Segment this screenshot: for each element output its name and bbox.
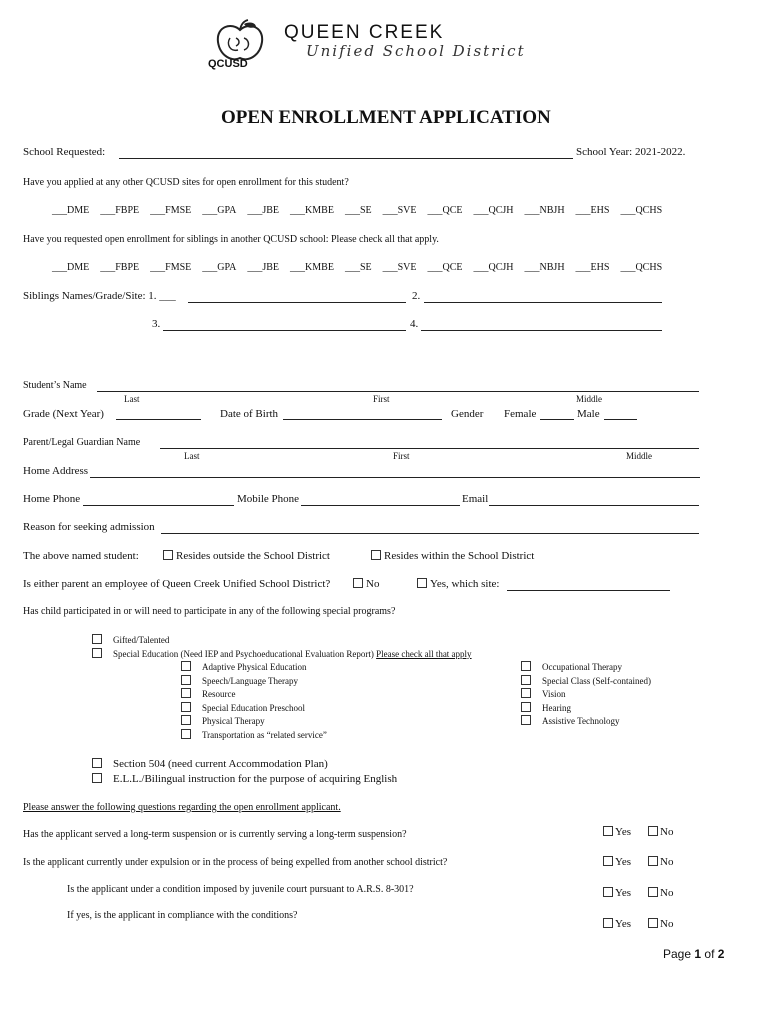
siblings-option-nbjh[interactable]: ___NBJH — [524, 262, 565, 273]
applied-option-se[interactable]: ___SE — [344, 205, 372, 216]
parent-name-field[interactable] — [160, 448, 699, 449]
sped-item-label: Adaptive Physical Education — [202, 662, 307, 672]
q3-yes-label: Yes — [615, 887, 632, 899]
sped-item-label: Hearing — [542, 702, 571, 713]
q1-no-label: No — [660, 826, 674, 838]
sped-item-speech[interactable] — [181, 675, 327, 689]
sped-item-label: Resource — [202, 689, 236, 700]
sped-item-transportation[interactable] — [181, 729, 327, 743]
parent-name-label: Parent/Legal Guardian Name — [23, 437, 141, 448]
applied-option-fmse[interactable]: ___FMSE — [150, 205, 192, 216]
sped-item-label: Special Class (Self-contained) — [542, 675, 651, 686]
home-phone-field[interactable] — [83, 505, 234, 506]
employee-yes-option[interactable] — [417, 578, 499, 590]
school-year-label: School Year: 2021-2022. — [576, 146, 686, 158]
q2-yes-option[interactable] — [603, 856, 631, 868]
siblings-option-fmse[interactable]: ___FMSE — [150, 262, 192, 273]
student-middle-caption: Middle — [576, 394, 602, 404]
q4-yes-label: Yes — [615, 918, 632, 930]
question-suspension: Has the applicant served a long-term suspension or is currently serving a long-term suspension? — [23, 829, 407, 840]
employee-site-field[interactable] — [507, 590, 670, 591]
q3-no-label: No — [660, 887, 674, 899]
email-field[interactable] — [489, 505, 699, 506]
resides-within-label: Resides within the School District — [384, 550, 535, 562]
sped-item-label: Assistive Technology — [542, 716, 620, 727]
gifted-option[interactable] — [92, 634, 169, 645]
sped-item-checkbox[interactable] — [181, 661, 191, 671]
applied-option-jbe[interactable]: ___JBE — [247, 205, 280, 216]
sped-item-checkbox[interactable] — [521, 675, 531, 685]
q4-no-label: No — [660, 918, 674, 930]
siblings-option-gpa[interactable]: ___GPA — [202, 262, 237, 273]
male-field[interactable] — [604, 419, 637, 420]
page-title: OPEN ENROLLMENT APPLICATION — [221, 107, 551, 128]
applied-option-kmbe[interactable]: ___KMBE — [290, 205, 334, 216]
sped-check-all-label: Please check all that apply — [376, 649, 472, 659]
logo-title: QUEEN CREEK — [284, 22, 445, 43]
sped-item-checkbox[interactable] — [521, 702, 531, 712]
q2-yes-checkbox[interactable] — [603, 856, 613, 866]
sped-item-checkbox[interactable] — [181, 702, 191, 712]
q3-yes-option[interactable] — [603, 887, 631, 899]
ell-option[interactable] — [92, 773, 397, 785]
sibling-3-field[interactable] — [163, 330, 406, 331]
sibling-3-label: 3. — [152, 318, 161, 330]
female-field[interactable] — [540, 419, 574, 420]
siblings-option-qchs[interactable]: ___QCHS — [620, 262, 663, 273]
gender-label: Gender — [451, 408, 484, 420]
sped-item-preschool[interactable] — [181, 702, 327, 716]
sped-item-special-class[interactable] — [521, 675, 651, 689]
sped-item-physical-therapy[interactable] — [181, 715, 327, 729]
applied-option-nbjh[interactable]: ___NBJH — [524, 205, 565, 216]
applied-options — [52, 205, 662, 216]
siblings-option-ehs[interactable]: ___EHS — [575, 262, 610, 273]
q4-yes-option[interactable] — [603, 918, 631, 930]
email-label: Email — [462, 493, 489, 505]
siblings-option-qce[interactable]: ___QCE — [427, 262, 463, 273]
student-last-caption: Last — [124, 394, 140, 404]
page-prefix: Page — [663, 947, 692, 961]
page-current: 1 — [694, 947, 702, 961]
applied-option-qce[interactable]: ___QCE — [427, 205, 463, 216]
applied-option-fbpe[interactable]: ___FBPE — [100, 205, 140, 216]
applied-option-qchs[interactable]: ___QCHS — [620, 205, 663, 216]
ell-checkbox[interactable] — [92, 773, 102, 783]
siblings-option-fbpe[interactable]: ___FBPE — [100, 262, 140, 273]
sped-item-checkbox[interactable] — [181, 729, 191, 739]
resides-outside-checkbox[interactable] — [163, 550, 173, 560]
question-juvenile-court: Is the applicant under a condition imposed by juvenile court pursuant to A.R.S. 8-301? — [67, 884, 414, 895]
q2-yes-label: Yes — [615, 856, 632, 868]
question-compliance: If yes, is the applicant in compliance with the conditions? — [67, 910, 298, 921]
sped-item-adaptive-pe[interactable] — [181, 661, 327, 675]
home-address-label: Home Address — [23, 465, 89, 477]
sibling-4-field[interactable] — [421, 330, 662, 331]
sped-item-assistive[interactable] — [521, 715, 651, 729]
resides-outside-label: Resides outside the School District — [176, 550, 330, 562]
q2-no-checkbox[interactable] — [648, 856, 658, 866]
programs-question: Has child participated in or will need to participate in any of the following special programs? — [23, 606, 396, 617]
questions-intro: Please answer the following questions regarding the open enrollment applicant. — [23, 802, 341, 813]
residence-question: The above named student: — [23, 550, 139, 562]
sped-right-list — [521, 661, 651, 729]
student-name-field[interactable] — [97, 391, 699, 392]
q1-no-option[interactable] — [648, 826, 673, 838]
page-total: 2 — [717, 947, 725, 961]
q4-yes-checkbox[interactable] — [603, 918, 613, 928]
sped-item-label: Transportation as “related service” — [202, 729, 327, 740]
q4-no-checkbox[interactable] — [648, 918, 658, 928]
page-of: of — [704, 947, 715, 961]
applied-option-qcjh[interactable]: ___QCJH — [473, 205, 514, 216]
sped-item-checkbox[interactable] — [521, 661, 531, 671]
resides-outside-option[interactable] — [163, 550, 330, 562]
siblings-options — [52, 262, 662, 273]
dob-field[interactable] — [283, 419, 442, 420]
sec504-label: Section 504 (need current Accommodation Plan) — [113, 758, 328, 770]
parent-middle-caption: Middle — [626, 451, 652, 461]
q3-yes-checkbox[interactable] — [603, 887, 613, 897]
q3-no-checkbox[interactable] — [648, 887, 658, 897]
sped-item-vision[interactable] — [521, 688, 651, 702]
employee-no-checkbox[interactable] — [353, 578, 363, 588]
q1-no-checkbox[interactable] — [648, 826, 658, 836]
grade-field[interactable] — [116, 419, 201, 420]
school-requested-field[interactable] — [119, 158, 573, 159]
employee-yes-label: Yes, which site: — [430, 578, 500, 590]
mobile-phone-field[interactable] — [301, 505, 460, 506]
reason-field[interactable] — [161, 533, 699, 534]
employee-question: Is either parent an employee of Queen Creek Unified School District? — [23, 578, 331, 590]
parent-first-caption: First — [393, 451, 410, 461]
applied-question: Have you applied at any other QCUSD sites for open enrollment for this student? — [23, 177, 349, 188]
grade-label: Grade (Next Year) — [23, 408, 104, 420]
sped-left-list — [181, 661, 327, 743]
employee-no-option[interactable] — [353, 578, 379, 590]
sped-item-checkbox[interactable] — [181, 675, 191, 685]
employee-no-label: No — [366, 578, 380, 590]
sped-item-occupational[interactable] — [521, 661, 651, 675]
sibling-2-label: 2. — [412, 290, 421, 302]
dob-label: Date of Birth — [220, 408, 279, 420]
applied-option-ehs[interactable]: ___EHS — [575, 205, 610, 216]
sped-checkbox[interactable] — [92, 648, 102, 658]
siblings-option-jbe[interactable]: ___JBE — [247, 262, 280, 273]
siblings-option-sve[interactable]: ___SVE — [382, 262, 417, 273]
q3-no-option[interactable] — [648, 887, 673, 899]
sped-item-checkbox[interactable] — [521, 688, 531, 698]
siblings-names-label: Siblings Names/Grade/Site: 1. ___ — [23, 290, 176, 302]
sped-item-label: Occupational Therapy — [542, 662, 623, 672]
gifted-label: Gifted/Talented — [113, 635, 170, 645]
sped-item-hearing[interactable] — [521, 702, 651, 716]
siblings-option-dme[interactable]: ___DME — [52, 262, 90, 273]
q1-yes-checkbox[interactable] — [603, 826, 613, 836]
q2-no-option[interactable] — [648, 856, 673, 868]
home-address-field[interactable] — [90, 477, 700, 478]
sped-item-checkbox[interactable] — [181, 715, 191, 725]
siblings-option-se[interactable]: ___SE — [344, 262, 372, 273]
female-label: Female — [504, 408, 537, 420]
district-logo — [208, 18, 578, 74]
resides-within-checkbox[interactable] — [371, 550, 381, 560]
sibling-2-field[interactable] — [424, 302, 662, 303]
sped-label: Special Education (Need IEP and Psychoeducational Evaluation Report) — [113, 649, 374, 659]
page-number — [663, 947, 724, 961]
sped-option[interactable] — [92, 648, 472, 659]
employee-yes-checkbox[interactable] — [417, 578, 427, 588]
applied-option-sve[interactable]: ___SVE — [382, 205, 417, 216]
siblings-question: Have you requested open enrollment for siblings in another QCUSD school: Please check all that apply. — [23, 234, 439, 245]
sped-item-label: Special Education Preschool — [202, 702, 305, 713]
q4-no-option[interactable] — [648, 918, 673, 930]
school-requested-label: School Requested: — [23, 146, 106, 158]
sec504-option[interactable] — [92, 758, 328, 770]
sibling-1-field[interactable] — [188, 302, 406, 303]
applied-option-dme[interactable]: ___DME — [52, 205, 90, 216]
sibling-4-label: 4. — [410, 318, 419, 330]
parent-last-caption: Last — [184, 451, 200, 461]
sped-item-label: Speech/Language Therapy — [202, 675, 299, 686]
gifted-checkbox[interactable] — [92, 634, 102, 644]
question-expulsion: Is the applicant currently under expulsion or in the process of being expelled from another school district? — [23, 857, 448, 868]
q2-no-label: No — [660, 856, 674, 868]
q1-yes-option[interactable] — [603, 826, 631, 838]
siblings-option-kmbe[interactable]: ___KMBE — [290, 262, 334, 273]
logo-subtitle: Unified School District — [306, 42, 526, 60]
sec504-checkbox[interactable] — [92, 758, 102, 768]
sped-item-checkbox[interactable] — [181, 688, 191, 698]
home-phone-label: Home Phone — [23, 493, 81, 505]
ell-label: E.L.L./Bilingual instruction for the purpose of acquiring English — [113, 773, 398, 785]
sped-item-resource[interactable] — [181, 688, 327, 702]
q1-yes-label: Yes — [615, 826, 632, 838]
logo-abbreviation: QCUSD — [208, 58, 248, 70]
siblings-option-qcjh[interactable]: ___QCJH — [473, 262, 514, 273]
mobile-phone-label: Mobile Phone — [237, 493, 300, 505]
applied-option-gpa[interactable]: ___GPA — [202, 205, 237, 216]
sped-item-checkbox[interactable] — [521, 715, 531, 725]
sped-item-label: Physical Therapy — [202, 716, 265, 727]
male-label: Male — [577, 408, 600, 420]
resides-within-option[interactable] — [371, 550, 534, 562]
reason-label: Reason for seeking admission — [23, 521, 155, 533]
student-first-caption: First — [373, 394, 390, 404]
sped-item-label: Vision — [542, 689, 566, 700]
student-name-label: Student’s Name — [23, 380, 87, 391]
